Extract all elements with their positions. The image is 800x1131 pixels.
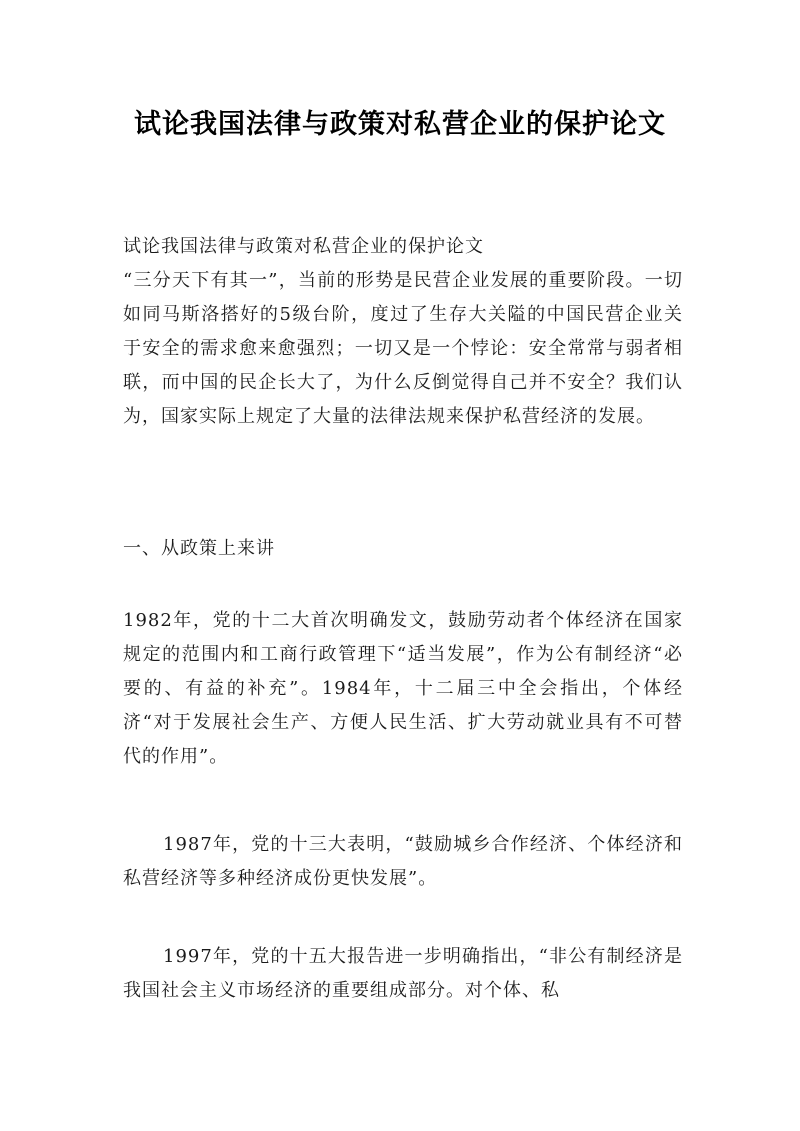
- section-heading: 一、从政策上来讲: [123, 538, 275, 559]
- intro-paragraph: “三分天下有其一”，当前的形势是民营企业发展的重要阶段。一切如同马斯洛搭好的5级台阶，度过了生存大关隘的中国民营企业关于安全的需求愈来愈强烈；一切又是一个悖论：安全常常与弱者相联，而中国的民企长大了，为什么反倒觉得自己并不安全？我们认为，国家实际上规定了大量的法律法规来保护私营经济的发展。: [123, 270, 683, 427]
- paragraph-1997: 1997年，党的十五大报告进一步明确指出，“非公有制经济是我国社会主义市场经济的重要组成部分。对个体、私: [123, 946, 683, 1001]
- paragraph-1982: 1982年，党的十二大首次明确发文，鼓励劳动者个体经济在国家规定的范围内和工商行政管理下“适当发展”，作为公有制经济“必要的、有益的补充”。1984年，十二届三中全会指出，个体经济“对于发展社会生产、方便人民生活、扩大劳动就业具有不可替代的作用”。: [123, 610, 683, 767]
- paragraph-1987: 1987年，党的十三大表明，“鼓励城乡合作经济、个体经济和私营经济等多种经济成份更快发展”。: [123, 834, 683, 889]
- document-title: 试论我国法律与政策对私营企业的保护论文: [134, 109, 666, 140]
- document-subtitle: 试论我国法律与政策对私营企业的保护论文: [123, 236, 484, 257]
